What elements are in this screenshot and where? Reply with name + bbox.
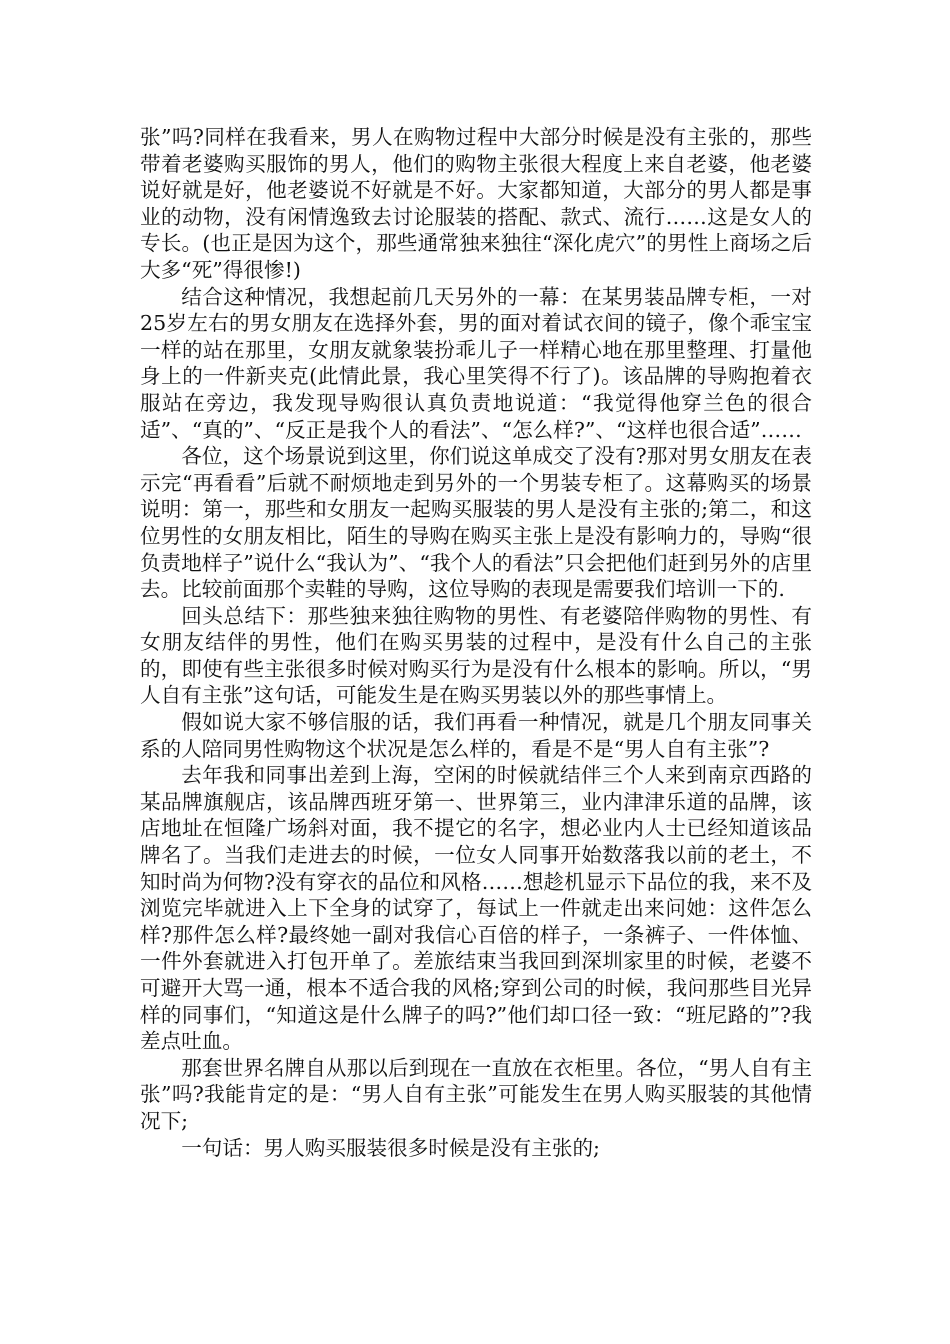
body-text <box>140 124 812 1161</box>
paragraph-continuation: 张”吗?同样在我看来，男人在购物过程中大部分时候是没有主张的，那些带着老婆购买服饰的男人，他们的购物主张很大程度上来自老婆，他老婆说好就是好，他老婆说不好就是不好。大家都知道，大部分的男人都是事业的动物，没有闲情逸致去讨论服装的搭配、款式、流行……这是女人的专长。(也正是因为这个，那些通常独来独往“深化虎穴”的男性上商场之后大多“死”得很惨!) <box>140 125 812 282</box>
paragraph-summary: 回头总结下：那些独来独往购物的男性、有老婆陪伴购物的男性、有女朋友结伴的男性，他们在购买男装的过程中，是没有什么自己的主张的，即使有些主张很多时候对购买行为是没有什么根本的影响。所以，“男人自有主张”这句话，可能发生是在购买男装以外的那些事情上。 <box>140 603 812 708</box>
paragraph-conclusion: 那套世界名牌自从那以后到现在一直放在衣柜里。各位，“男人自有主张”吗?我能肯定的是：“男人自有主张”可能发生在男人购买服装的其他情况下; <box>140 1055 812 1133</box>
paragraph-scene-couple: 结合这种情况，我想起前几天另外的一幕：在某男装品牌专柜，一对25岁左右的男女朋友在选择外套，男的面对着试衣间的镜子，像个乖宝宝一样的站在那里，女朋友就象装扮乖儿子一样精心地在那里整理、打量他身上的一件新夹克(此情此景，我心里笑得不行了)。该品牌的导购抱着衣服站在旁边，我发现导购很认真负责地说道：“我觉得他穿兰色的很合适”、“真的”、“反正是我个人的看法”、“怎么样?”、“这样也很合适”…… <box>140 284 812 442</box>
paragraph-shanghai-story: 去年我和同事出差到上海，空闲的时候就结伴三个人来到南京西路的某品牌旗舰店，该品牌西班牙第一、世界第三，业内津津乐道的品牌，该店地址在恒隆广场斜对面，我不提它的名字，想必业内人士已经知道该品牌名了。当我们走进去的时候，一位女人同事开始数落我以前的老土，不知时尚为何物?没有穿衣的品位和风格……想趁机显示下品位的我，来不及浏览完毕就进入上下全身的试穿了，每试上一件就走出来问她：这件怎么样?那件怎么样?最终她一副对我信心百倍的样子，一条裤子、一件体恤、一件外套就进入打包开单了。差旅结束当我回到深圳家里的时候，老婆不可避开大骂一通，根本不适合我的风格;穿到公司的时候，我问那些目光异样的同事们，“知道这是什么牌子的吗?”他们却口径一致：“班尼路的”?我差点吐血。 <box>140 763 812 1054</box>
paragraph-one-sentence: 一句话：男人购买服装很多时候是没有主张的; <box>181 1135 600 1160</box>
paragraph-scene-analysis: 各位，这个场景说到这里，你们说这单成交了没有?那对男女朋友在表示完“再看看”后就不耐烦地走到另外的一个男装专柜了。这幕购买的场景说明：第一，那些和女朋友一起购买服装的男人是没有主张的;第二，和这位男性的女朋友相比，陌生的导购在购买主张上是没有影响力的，导购“很负责地样子”说什么“我认为”、“我个人的看法”只会把他们赶到另外的店里去。比较前面那个卖鞋的导购，这位导购的表现是需要我们培训一下的. <box>140 444 812 602</box>
paragraph-another-case: 假如说大家不够信服的话，我们再看一种情况，就是几个朋友同事关系的人陪同男性购物这个状况是怎么样的，看是不是“男人自有主张”? <box>140 710 812 761</box>
